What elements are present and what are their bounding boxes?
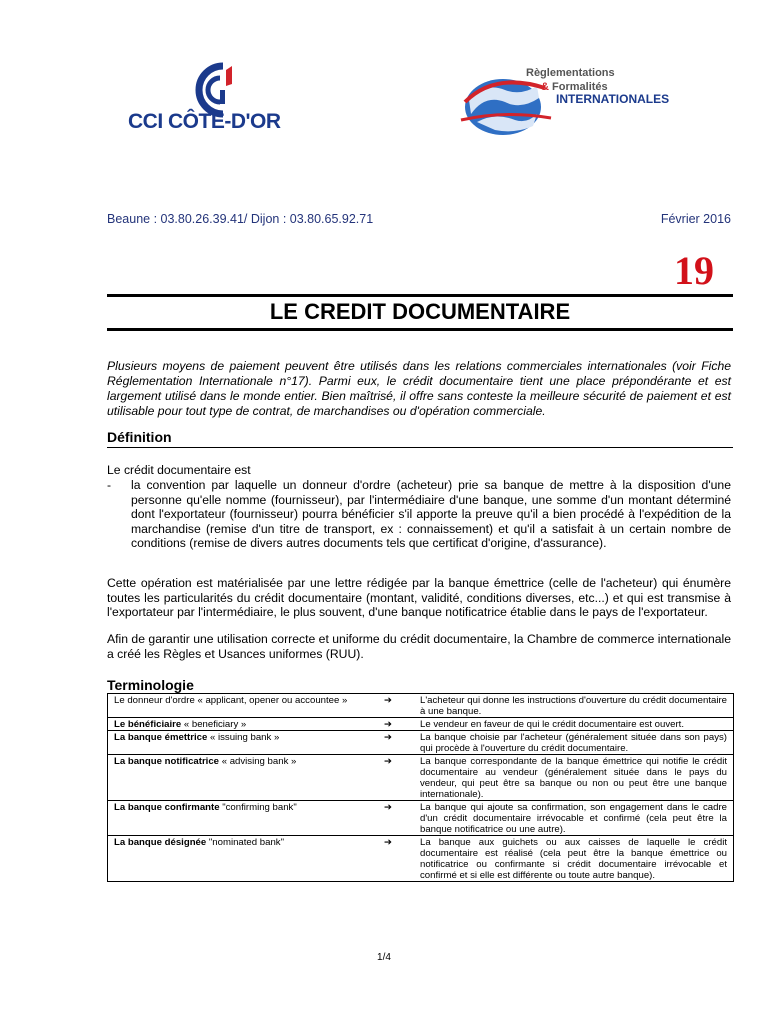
logo-line-internationales: INTERNATIONALES bbox=[556, 92, 670, 106]
term-name: La banque désignée bbox=[114, 837, 207, 848]
cci-emblem-icon bbox=[199, 66, 232, 114]
arrow-icon: ➔ bbox=[362, 755, 414, 801]
contact-phones: Beaune : 03.80.26.39.41/ Dijon : 03.80.65.92.71 bbox=[107, 212, 374, 226]
term-definition: Le vendeur en faveur de qui le crédit documentaire est ouvert. bbox=[414, 718, 734, 731]
term-cell bbox=[108, 801, 363, 836]
title-rule-top bbox=[107, 294, 733, 297]
arrow-icon: ➔ bbox=[362, 801, 414, 836]
term-cell bbox=[108, 731, 363, 755]
term-english: « beneficiary » bbox=[181, 719, 247, 730]
definition-lead: Le crédit documentaire est bbox=[107, 463, 251, 477]
logo-ampersand: & bbox=[541, 81, 549, 93]
terminology-heading: Terminologie bbox=[107, 677, 194, 693]
table-row bbox=[108, 755, 734, 801]
operation-paragraph: Cette opération est matérialisée par une lettre rédigée par la banque émettrice (celle de l'acheteur) qui énumère toutes les particularités du crédit documentaire (montant, validité, conditions diverses, etc...) et qui est transmise à l'exportateur par l'intermédiaire, le plus souvent, d'une banque notificatrice établie dans le pays de l'exportateur. bbox=[107, 576, 731, 619]
term-name: Le bénéficiaire bbox=[114, 719, 182, 730]
term-cell bbox=[108, 718, 363, 731]
term-cell bbox=[108, 694, 363, 718]
table-row bbox=[108, 718, 734, 731]
cci-logo-text: CCI CÔTE-D'OR bbox=[128, 110, 281, 133]
term-english: "confirming bank" bbox=[219, 802, 297, 813]
logo-line-formalites-text: Formalités bbox=[552, 81, 608, 93]
table-row bbox=[108, 731, 734, 755]
term-definition: L'acheteur qui donne les instructions d'ouverture du crédit documentaire à une banque. bbox=[414, 694, 734, 718]
term-cell bbox=[108, 755, 363, 801]
term-english: "nominated bank" bbox=[206, 837, 284, 848]
logo-line-reglementations: Règlementations bbox=[526, 67, 615, 79]
term-english: « advising bank » bbox=[219, 756, 297, 767]
title-rule-bottom bbox=[107, 328, 733, 331]
table-row bbox=[108, 694, 734, 718]
definition-dash: - bbox=[107, 478, 112, 492]
arrow-icon: ➔ bbox=[362, 836, 414, 882]
term-name: La banque notificatrice bbox=[114, 756, 220, 767]
arrow-icon: ➔ bbox=[362, 718, 414, 731]
ruu-paragraph: Afin de garantir une utilisation correcte et uniforme du crédit documentaire, la Chambre de commerce internationale a créé les Règles et Usances uniformes (RUU). bbox=[107, 632, 731, 661]
fiche-number: 19 bbox=[674, 248, 714, 293]
arrow-icon: ➔ bbox=[362, 694, 414, 718]
term-name: La banque confirmante bbox=[114, 802, 220, 813]
page-title: LE CREDIT DOCUMENTAIRE bbox=[269, 299, 571, 324]
term-definition: La banque correspondante de la banque émettrice qui notifie le crédit documentaire au vendeur (généralement située dans le pays du vendeur, qui peut être sa banque ou non ou peut être une banque internationale). bbox=[414, 755, 734, 801]
table-row bbox=[108, 836, 734, 882]
page-number: 1/4 bbox=[377, 952, 391, 963]
table-row bbox=[108, 801, 734, 836]
definition-item: la convention par laquelle un donneur d'ordre (acheteur) prie sa banque de mettre à la disposition d'une personne qu'elle nomme (fournisseur), par l'intermédiaire d'une banque, une somme d'un montant déterminé dont l'exportateur (fournisseur) pourra bénéficier s'il apporte la preuve qu'il a bien procédé à l'expédition de la marchandise (remise d'un titre de transport, ex : connaissement) et qu'il a satisfait à un certain nombre de conditions (remise de divers autres documents tels que certificat d'origine, d'assurance). bbox=[131, 478, 731, 550]
definition-rule bbox=[107, 447, 733, 448]
term-name: La banque émettrice bbox=[114, 732, 208, 743]
term-english: « issuing bank » bbox=[207, 732, 280, 743]
terminology-table bbox=[107, 693, 734, 882]
intro-paragraph: Plusieurs moyens de paiement peuvent être utilisés dans les relations commerciales internationales (voir Fiche Réglementation Internationale n°17). Parmi eux, le crédit documentaire tient une place prépondérante et est largement utilisé dans le monde entier. Bien maîtrisé, il offre sans conteste la meilleure sécurité de paiement et est utilisable pour tout type de contrat, de marchandises ou d'opération commerciale. bbox=[107, 359, 731, 418]
definition-heading: Définition bbox=[107, 429, 172, 445]
term-definition: La banque qui ajoute sa confirmation, son engagement dans le cadre d'un crédit documentaire irrévocable et confirmé (cela peut être la banque notificatrice ou une autre). bbox=[414, 801, 734, 836]
term-definition: La banque aux guichets ou aux caisses de laquelle le crédit documentaire est réalisé (cela peut être la banque émettrice ou notificatrice ou confirmante si crédit documentaire irrévocable et confirmé et si elle est différente ou toute autre banque). bbox=[414, 836, 734, 882]
arrow-icon: ➔ bbox=[362, 731, 414, 755]
term-cell bbox=[108, 836, 363, 882]
document-date: Février 2016 bbox=[660, 212, 731, 226]
term-definition: La banque choisie par l'acheteur (généralement située dans son pays) qui procède à l'ouverture du crédit documentaire. bbox=[414, 731, 734, 755]
term-name: Le donneur d'ordre « applicant, opener ou accountee » bbox=[114, 695, 348, 706]
